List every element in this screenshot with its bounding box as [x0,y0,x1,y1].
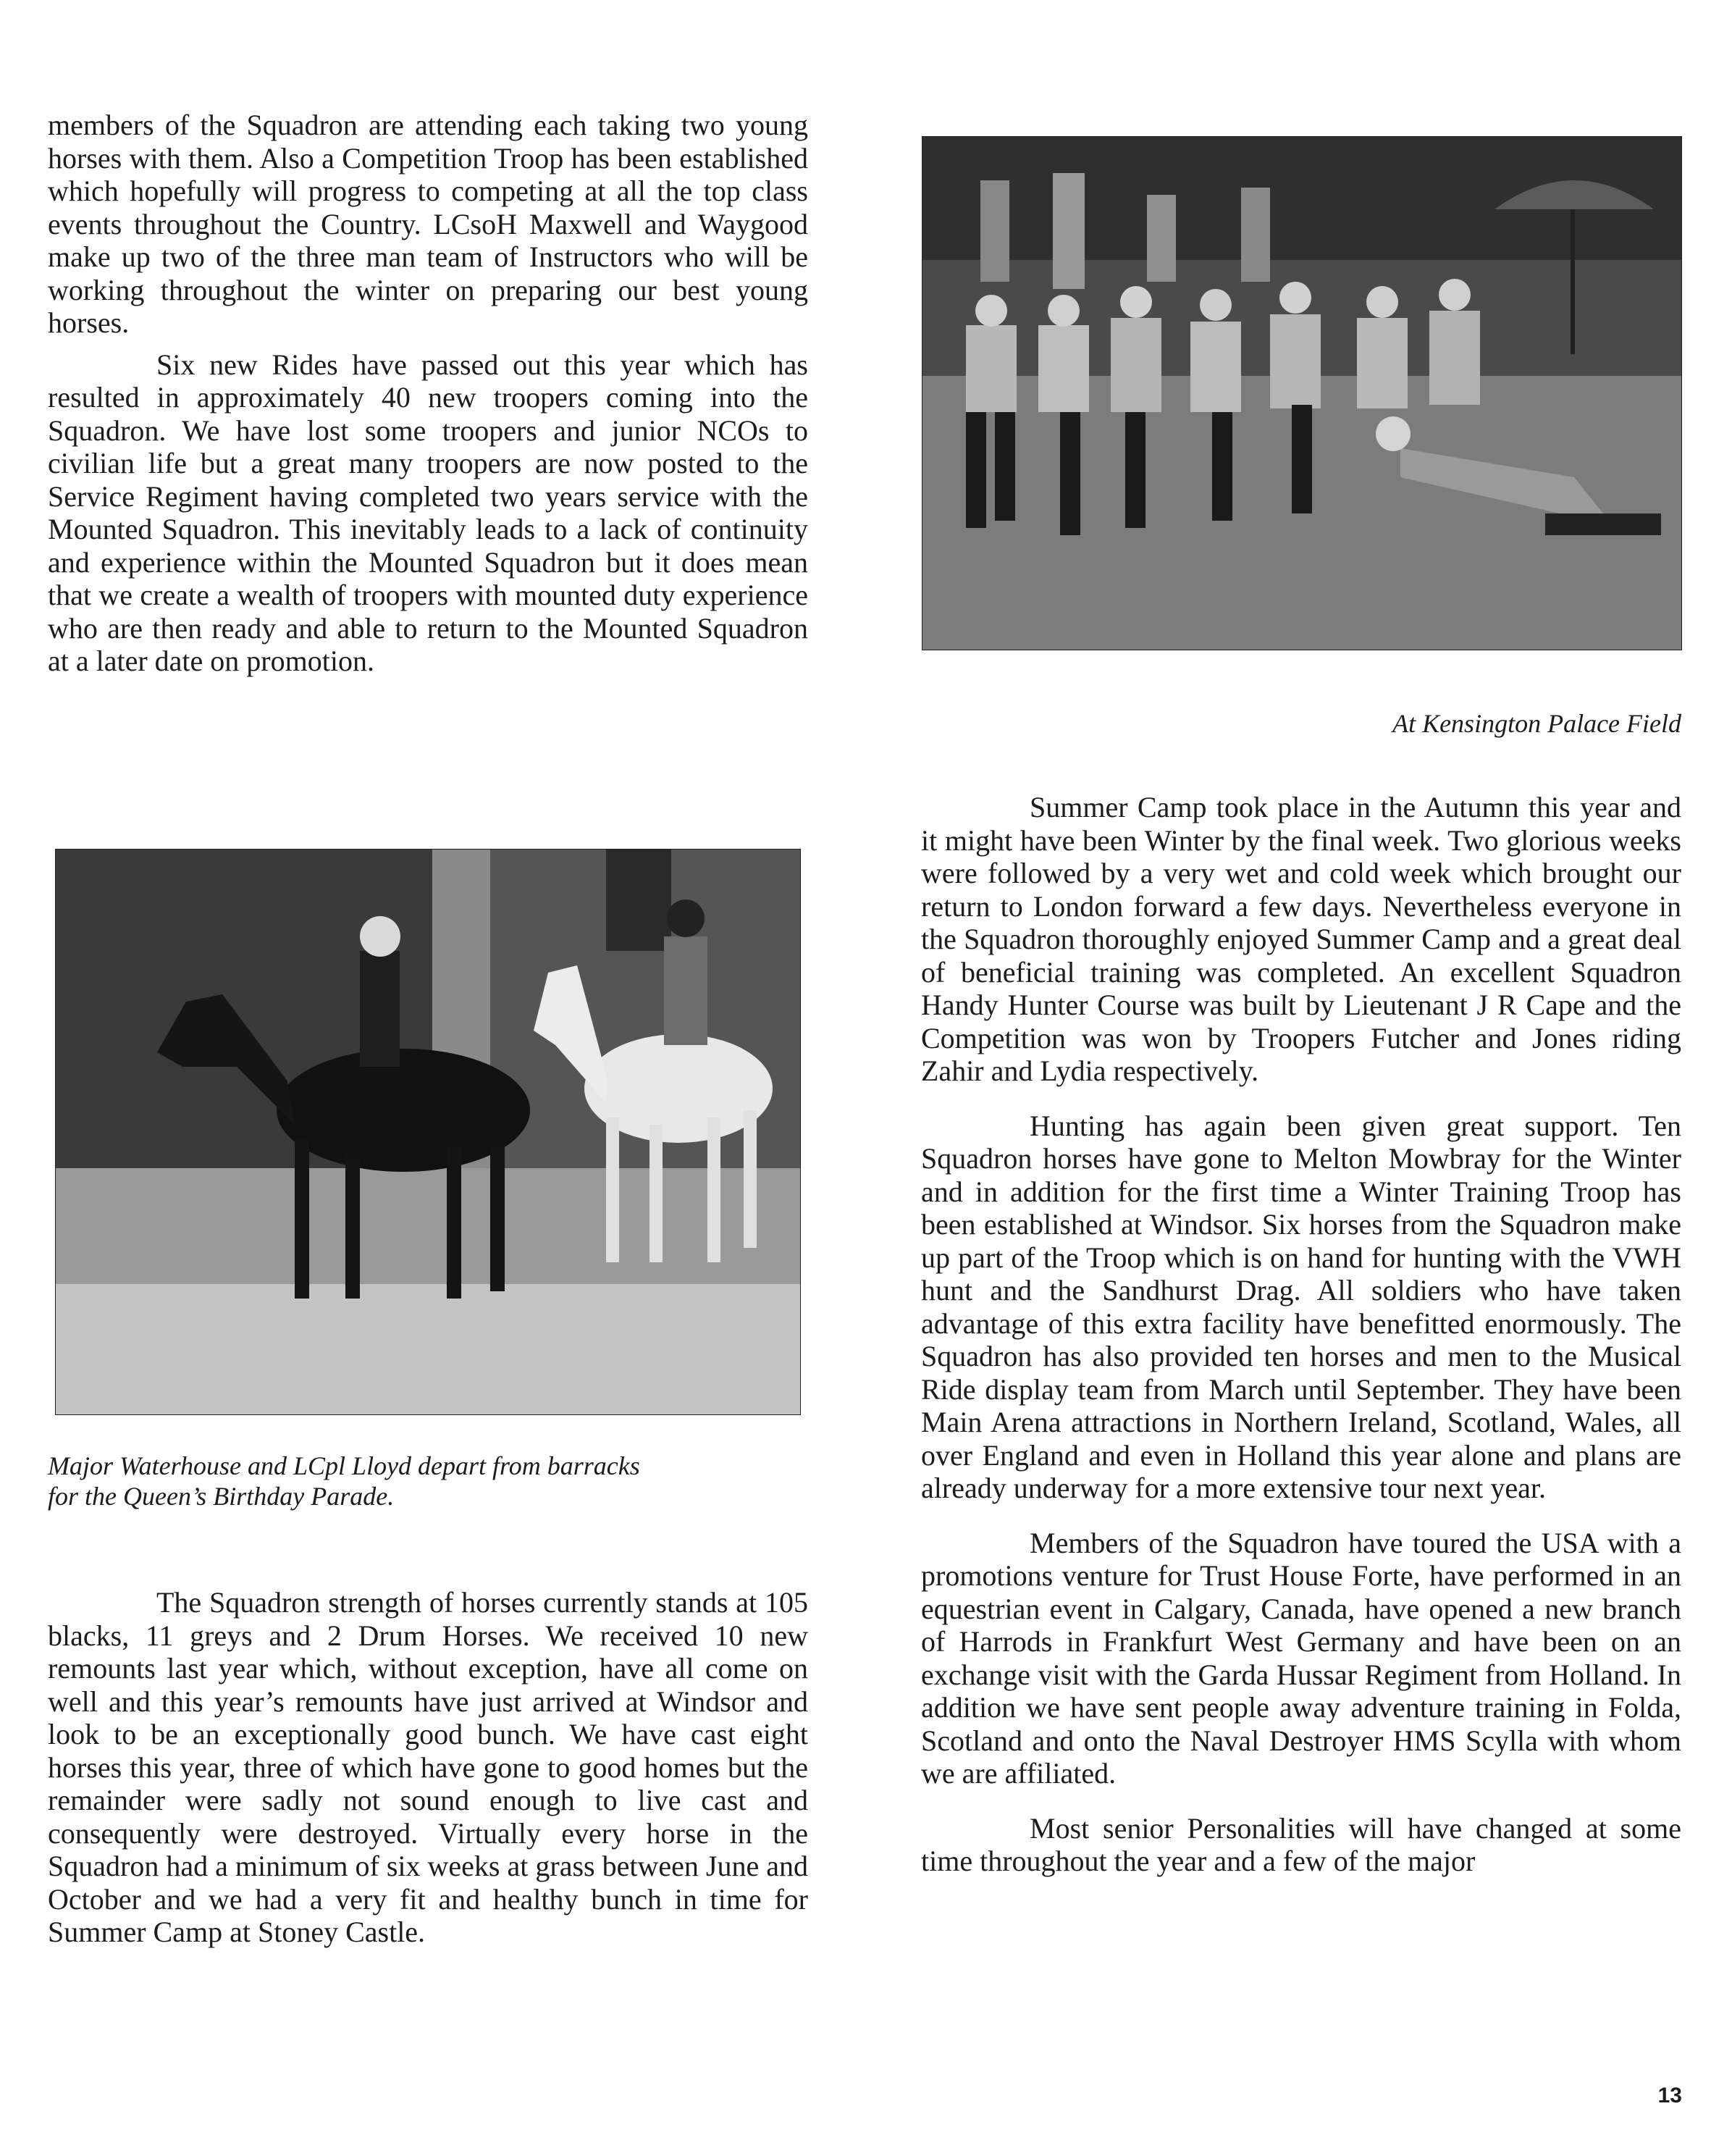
right-paragraph-4: Most senior Personalities will have changed at some time throughout the year and a few of the major [921,1811,1681,1877]
left-column-top [48,109,808,678]
right-paragraph-3: Members of the Squadron have toured the USA with a promotions venture for Trust House Forte, have performed in an equestrian event in Calgary, Canada, have opened a new branch of Harrods in Frankfurt West Germany and have been on an exchange visit with the Garda Hussar Regiment from Holland. In addition we have sent people away adventure training in Folda, Scotland and onto the Naval Destroyer HMS Scylla with whom we are affiliated. [921,1526,1681,1790]
kensington-field-photo [922,136,1682,650]
left-photo-caption [48,1451,808,1511]
kensington-field-illustration [922,137,1681,650]
left-column-bottom [48,1586,808,1949]
left-paragraph-2: Six new Rides have passed out this year which has resulted in approximately 40 new troopers coming into the Squadron. We have lost some troopers and junior NCOs to civilian life but a great many troopers are now posted to the Service Regiment having completed two years service with the Mounted Squadron. This inevitably leads to a lack of continuity and experience within the Mounted Squadron but it does mean that we create a wealth of troopers with mounted duty experience who are then ready and able to return to the Mounted Squadron at a later date on promotion. [48,348,808,677]
right-column [921,791,1681,1878]
right-paragraph-2: Hunting has again been given great support. Ten Squadron horses have gone to Melton Mowbray for the Winter and in addition for the first time a Winter Training Troop has been established at Windsor. Six horses from the Squadron make up part of the Troop which is on hand for hunting with the VWH hunt and the Sandhurst Drag. All soldiers who have taken advantage of this extra facility have benefitted enormously. The Squadron has also provided ten horses and men to the Musical Ride display team from March until September. They have been Main Arena attractions in Northern Ireland, Scotland, Wales, all over England and even in Holland this year alone and plans are already underway for a more extensive tour next year. [921,1109,1681,1504]
horse-parade-illustration [56,850,800,1414]
right-photo-caption: At Kensington Palace Field [1392,709,1681,738]
left-paragraph-1: members of the Squadron are attending each taking two young horses with them. Also a Competition Troop has been established which hopefully will progress to competing at all the top class events throughout the Country. LCsoH Maxwell and Waygood make up two of the three man team of Instructors who will be working throughout the winter on preparing our best young horses. [48,109,808,339]
horse-parade-photo [55,849,801,1415]
left-paragraph-3: The Squadron strength of horses currently stands at 105 blacks, 11 greys and 2 Drum Horses. We received 10 new remounts last year which, without exception, have all come on well and this year’s remounts have just arrived at Windsor and look to be an exceptionally good bunch. We have cast eight horses this year, three of which have gone to good homes but the remainder were sadly not sound enough to live cast and consequently were destroyed. Virtually every horse in the Squadron had a minimum of six weeks at grass between June and October and we had a very fit and healthy bunch in time for Summer Camp at Stoney Castle. [48,1586,808,1948]
left-caption-line-2: for the Queen’s Birthday Parade. [48,1482,395,1511]
page-number: 13 [1657,2084,1682,2107]
right-paragraph-1: Summer Camp took place in the Autumn this year and it might have been Winter by the final week. Two glorious weeks were followed by a very wet and cold week which brought our return to London forward a few days. Nevertheless everyone in the Squadron thoroughly enjoyed Summer Camp and a great deal of beneficial training was completed. An excellent Squadron Handy Hunter Course was built by Lieutenant J R Cape and the Competition was won by Troopers Futcher and Jones riding Zahir and Lydia respectively. [921,791,1681,1087]
left-caption-line-1: Major Waterhouse and LCpl Lloyd depart from barracks [48,1451,640,1480]
